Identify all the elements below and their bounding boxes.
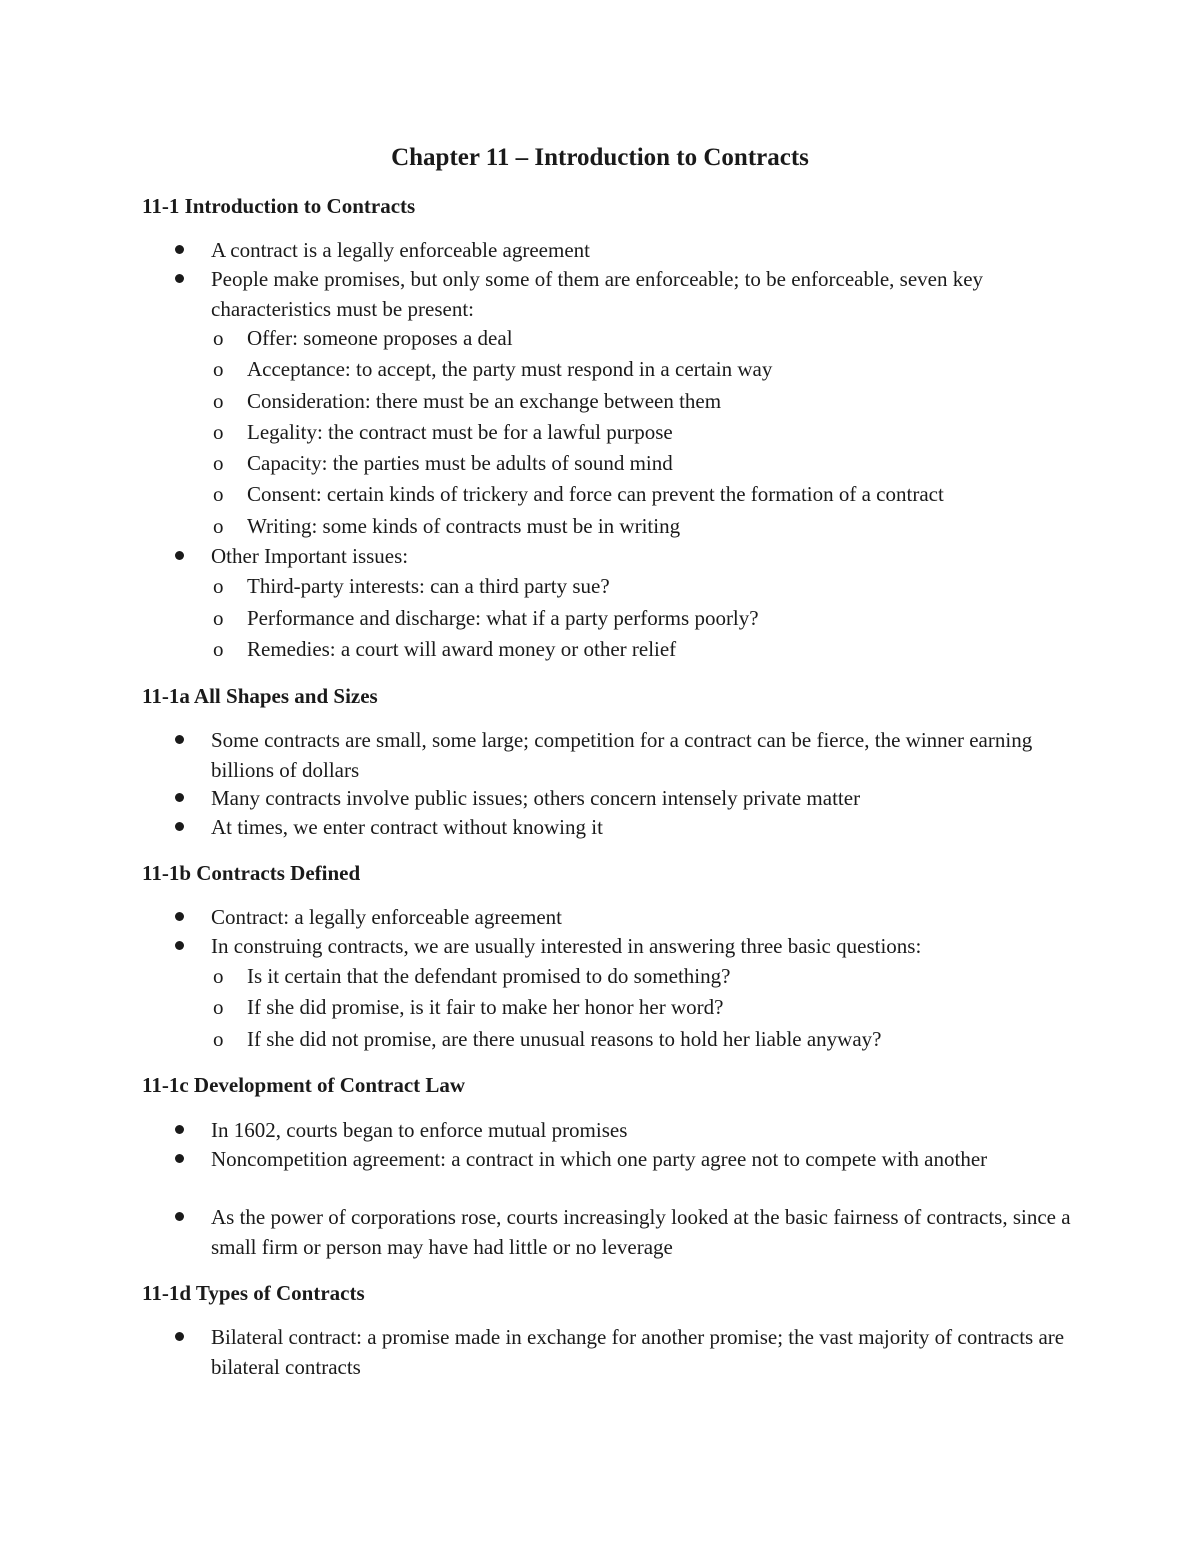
sub-list-item: Performance and discharge: what if a party performs poorly? — [247, 606, 759, 630]
sub-list-item: Acceptance: to accept, the party must respond in a certain way — [247, 357, 773, 381]
list-item: Bilateral contract: a promise made in exchange for another promise; the vast majority of contracts are bilateral contracts — [211, 1325, 1065, 1379]
list-item: Some contracts are small, some large; competition for a contract can be fierce, the winner earning billions of dollars — [211, 728, 1033, 782]
sub-bullet-icon: o — [213, 637, 224, 661]
sub-bullet-icon: o — [213, 451, 224, 475]
sub-list-item: Is it certain that the defendant promised to do something? — [247, 964, 731, 988]
list-item: A contract is a legally enforceable agreement — [211, 238, 590, 262]
sub-list-item: Consideration: there must be an exchange between them — [247, 389, 722, 413]
bullet-icon — [175, 726, 187, 738]
sub-bullet-icon: o — [213, 389, 224, 413]
sub-list-item: Remedies: a court will award money or other relief — [247, 637, 677, 661]
list-item: As the power of corporations rose, courts increasingly looked at the basic fairness of contracts, since a small firm or person may have had little or no leverage — [211, 1205, 1071, 1259]
list-item: Many contracts involve public issues; others concern intensely private matter — [211, 786, 861, 810]
section-heading: 11-1d Types of Contracts — [142, 1281, 365, 1305]
sub-bullet-icon: o — [213, 420, 224, 444]
list-item: People make promises, but only some of them are enforceable; to be enforceable, seven key characteristics must be present: — [211, 267, 984, 321]
bullet-icon — [175, 932, 187, 944]
sub-bullet-icon: o — [213, 326, 224, 350]
sub-list-item: If she did not promise, are there unusual reasons to hold her liable anyway? — [247, 1027, 882, 1051]
bullet-icon — [175, 813, 187, 825]
sub-bullet-icon: o — [213, 995, 224, 1019]
sub-bullet-icon: o — [213, 1027, 224, 1051]
sub-list-item: Capacity: the parties must be adults of sound mind — [247, 451, 673, 475]
sub-bullet-icon: o — [213, 514, 224, 538]
bullet-icon — [175, 1323, 187, 1335]
bullet-icon — [175, 903, 187, 915]
list-item: In 1602, courts began to enforce mutual promises — [211, 1118, 628, 1142]
bullet-icon — [175, 236, 187, 248]
list-item: Contract: a legally enforceable agreement — [211, 905, 562, 929]
section-heading: 11-1 Introduction to Contracts — [142, 194, 416, 218]
bullet-icon — [175, 265, 187, 277]
sub-bullet-icon: o — [213, 606, 224, 630]
list-item: Other Important issues: — [211, 544, 409, 568]
list-item: At times, we enter contract without knowing it — [211, 815, 603, 839]
bullet-icon — [175, 784, 187, 796]
sub-list-item: Offer: someone proposes a deal — [247, 326, 513, 350]
bullet-icon — [175, 542, 187, 554]
bullet-icon — [175, 1116, 187, 1128]
sub-bullet-icon: o — [213, 574, 224, 598]
sub-list-item: Writing: some kinds of contracts must be in writing — [247, 514, 681, 538]
bullet-icon — [175, 1145, 187, 1157]
sub-list-item: Third-party interests: can a third party sue? — [247, 574, 610, 598]
bullet-icon — [175, 1203, 187, 1215]
list-item: Noncompetition agreement: a contract in which one party agree not to compete with another — [211, 1147, 988, 1171]
section-heading: 11-1a All Shapes and Sizes — [142, 684, 378, 708]
section-heading: 11-1c Development of Contract Law — [142, 1073, 466, 1097]
sub-list-item: Legality: the contract must be for a lawful purpose — [247, 420, 673, 444]
page-title: Chapter 11 – Introduction to Contracts — [391, 144, 809, 171]
sub-list-item: If she did promise, is it fair to make her honor her word? — [247, 995, 724, 1019]
sub-bullet-icon: o — [213, 482, 224, 506]
section-heading: 11-1b Contracts Defined — [142, 861, 361, 885]
sub-bullet-icon: o — [213, 964, 224, 988]
sub-bullet-icon: o — [213, 357, 224, 381]
sub-list-item: Consent: certain kinds of trickery and force can prevent the formation of a contract — [247, 482, 944, 506]
list-item: In construing contracts, we are usually interested in answering three basic questions: — [211, 934, 922, 958]
